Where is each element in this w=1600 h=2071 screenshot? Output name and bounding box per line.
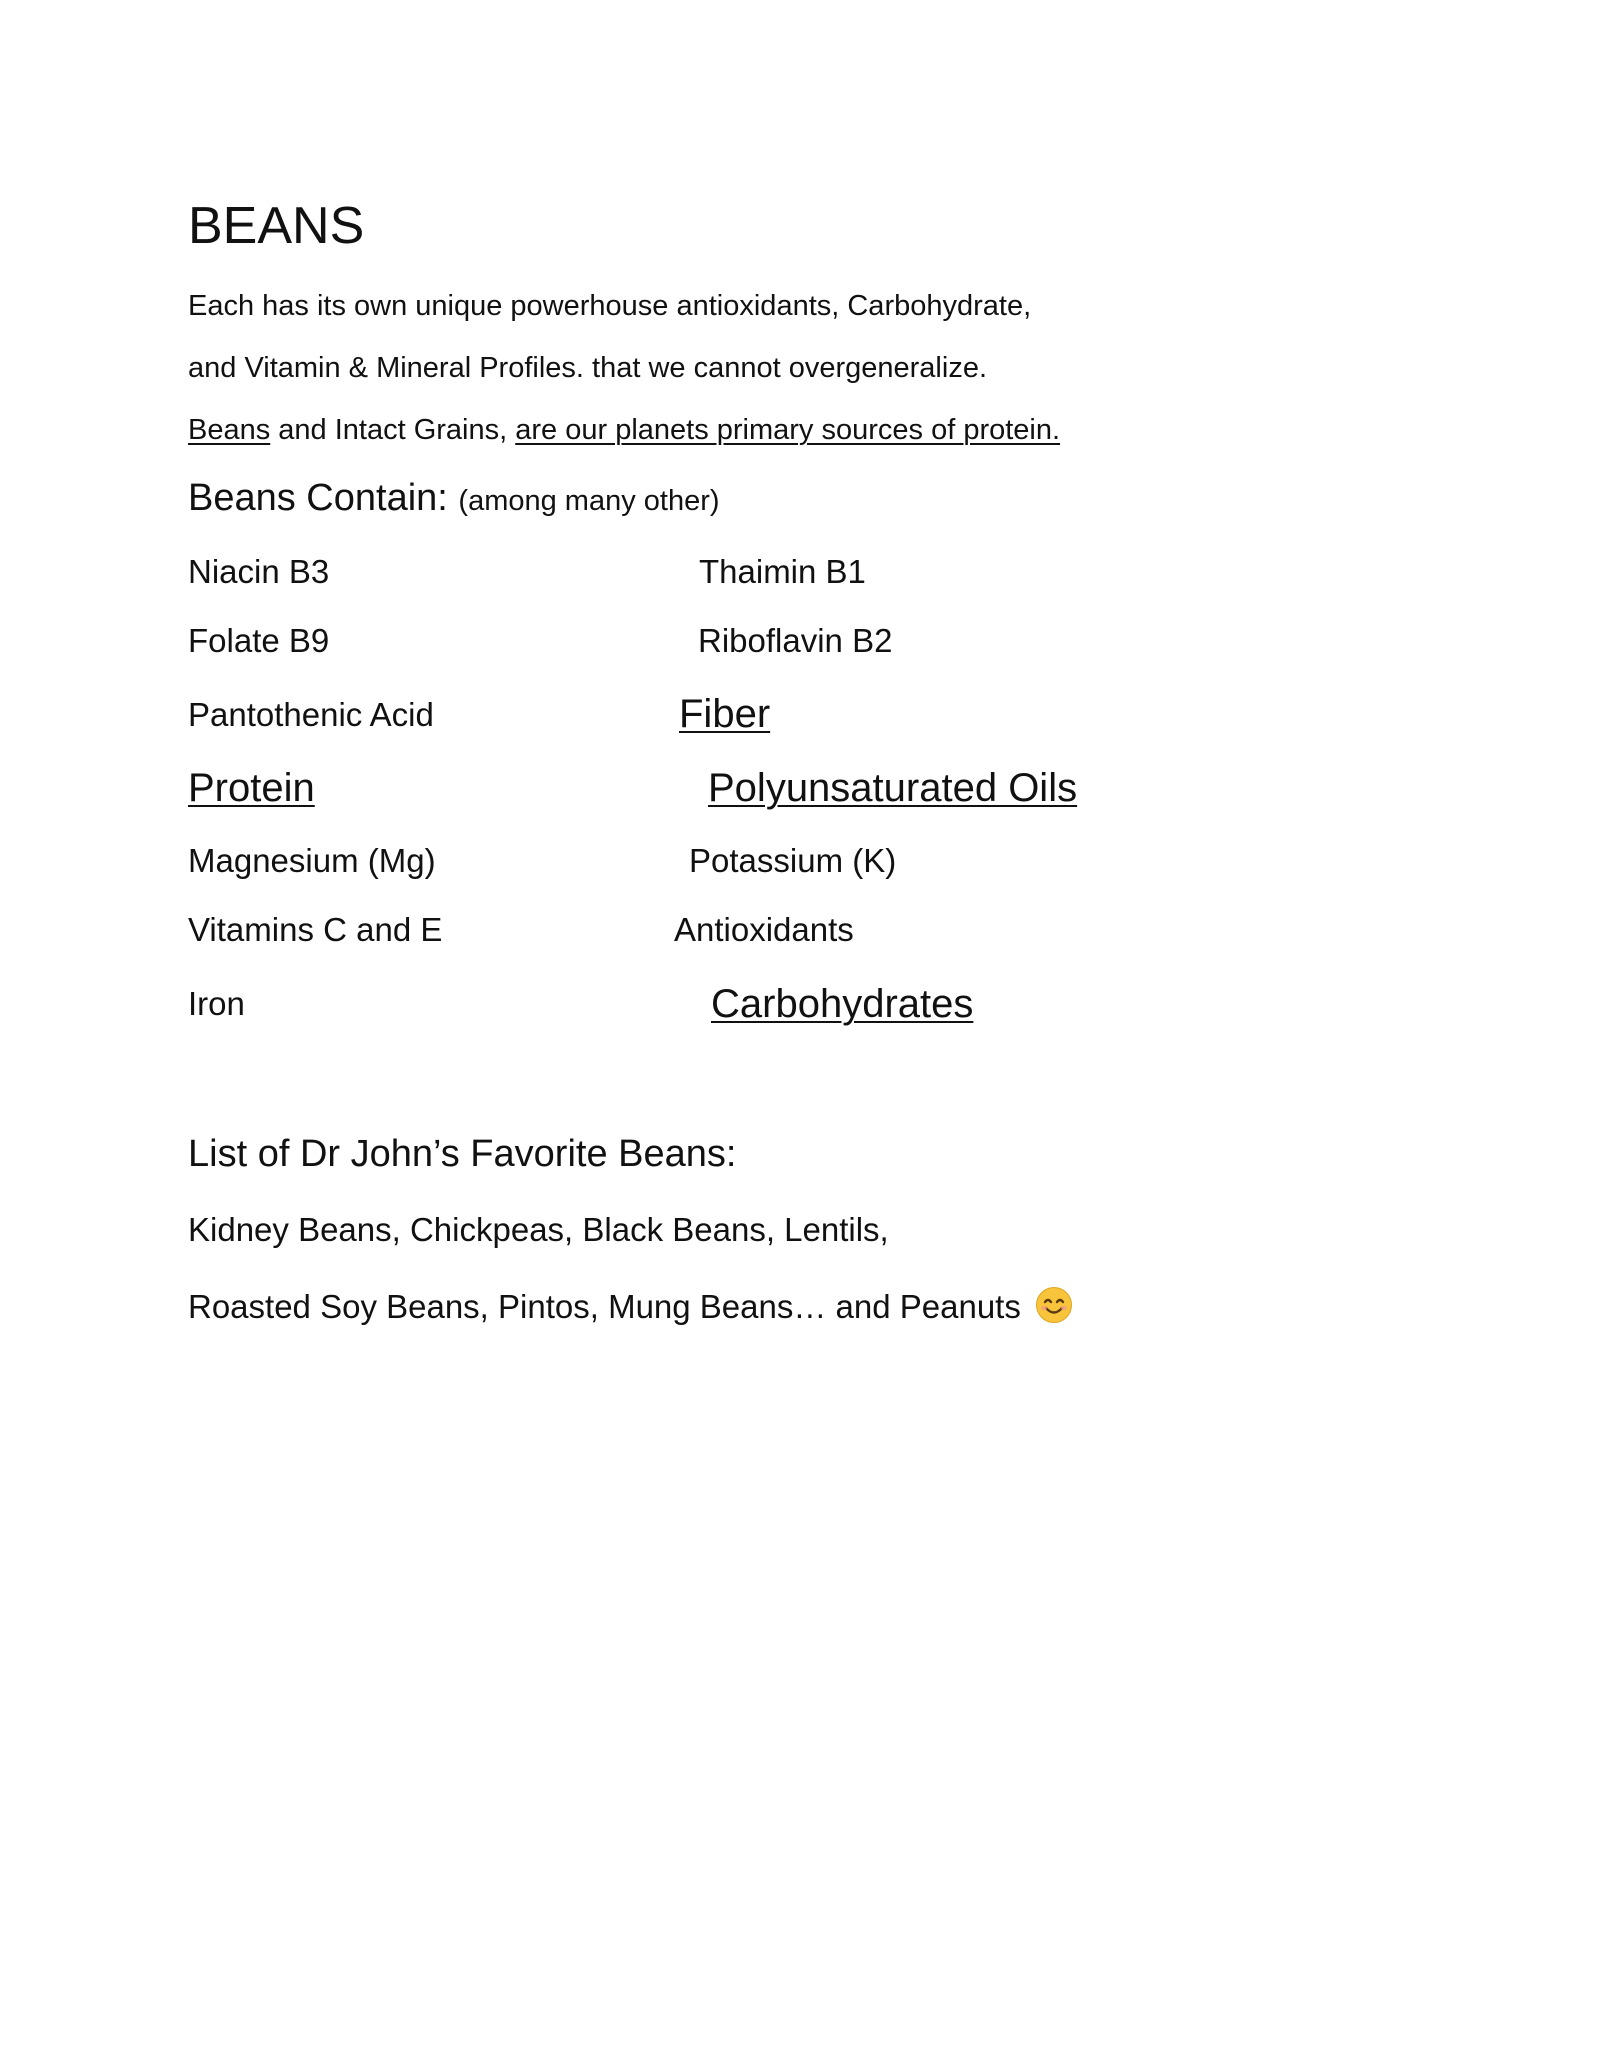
nutrient-polyunsaturated-oils: Polyunsaturated Oils bbox=[708, 766, 1078, 810]
nutrient-antioxidants: Antioxidants bbox=[674, 911, 854, 948]
nutrient-carbohydrates: Carbohydrates bbox=[711, 982, 974, 1026]
favorites-line-2-text: Roasted Soy Beans, Pintos, Mung Beans… and Peanuts bbox=[188, 1288, 1021, 1325]
page-title: BEANS bbox=[188, 197, 365, 255]
nutrient-fiber: Fiber bbox=[679, 692, 771, 736]
intro-line-1: Each has its own unique powerhouse antioxidants, Carbohydrate, bbox=[188, 290, 1032, 322]
beans-contain-heading bbox=[188, 479, 720, 517]
contain-note-text: (among many other) bbox=[458, 485, 720, 517]
nutrient-potassium: Potassium (K) bbox=[689, 842, 897, 879]
protein-sources-line bbox=[188, 416, 1060, 445]
nutrient-pantothenic-acid: Pantothenic Acid bbox=[188, 696, 434, 733]
nutrient-vitamins-c-e: Vitamins C and E bbox=[188, 911, 443, 948]
nutrient-magnesium: Magnesium (Mg) bbox=[188, 842, 436, 879]
intro-line-2: and Vitamin & Mineral Profiles. that we cannot overgeneralize. bbox=[188, 352, 988, 384]
smiling-face-icon bbox=[1035, 1286, 1073, 1324]
nutrient-thaimin: Thaimin B1 bbox=[699, 553, 866, 590]
favorites-line-1: Kidney Beans, Chickpeas, Black Beans, Lentils, bbox=[188, 1211, 889, 1248]
favorites-line-2 bbox=[188, 1286, 1073, 1324]
nutrient-folate: Folate B9 bbox=[188, 622, 330, 659]
intact-grains-text: and Intact Grains, bbox=[270, 414, 516, 446]
contain-heading-text: Beans Contain: bbox=[188, 477, 459, 519]
nutrient-protein: Protein bbox=[188, 766, 315, 810]
favorites-heading: List of Dr John’s Favorite Beans: bbox=[188, 1133, 737, 1175]
nutrient-riboflavin: Riboflavin B2 bbox=[698, 622, 893, 659]
nutrient-niacin: Niacin B3 bbox=[188, 553, 330, 590]
nutrient-iron: Iron bbox=[188, 985, 245, 1022]
primary-sources-underlined-text: are our planets primary sources of protein. bbox=[515, 414, 1061, 446]
beans-underlined-text: Beans bbox=[188, 414, 271, 446]
